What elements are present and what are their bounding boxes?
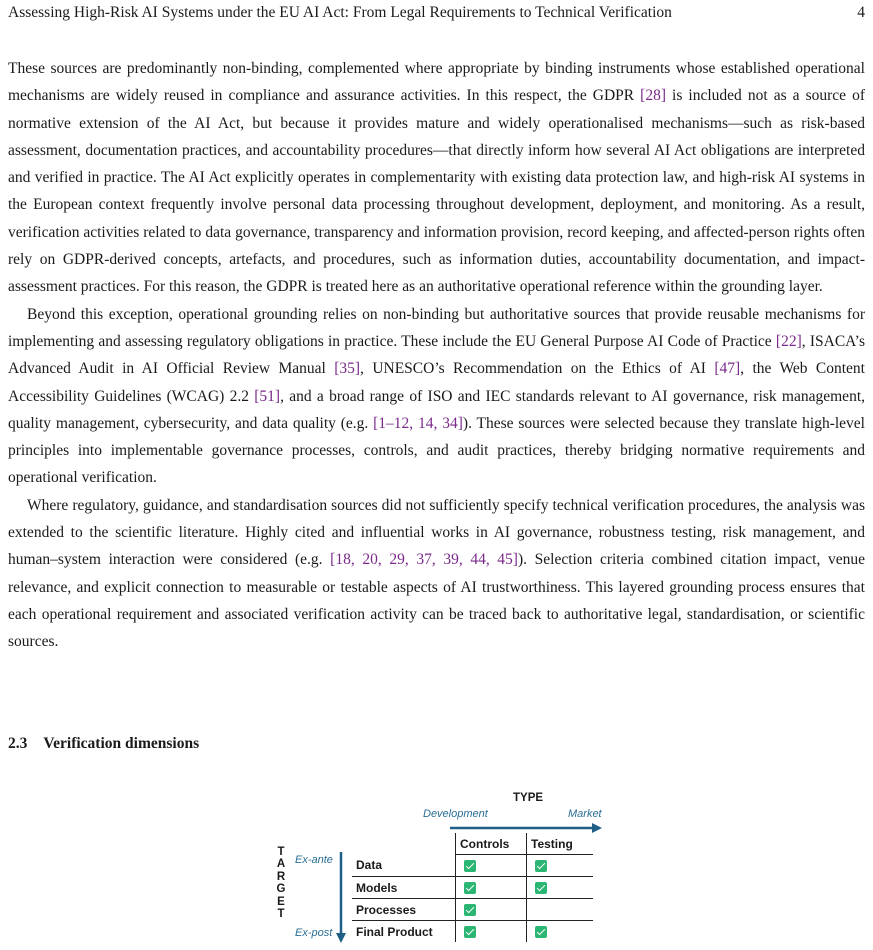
target-letter: T <box>277 846 285 858</box>
section-heading <box>8 735 199 753</box>
column-header-testing: Testing <box>527 833 594 855</box>
verification-grid <box>352 833 593 942</box>
grid-corner <box>352 833 456 855</box>
paragraph-text: ). These sources were selected because they translate high-level principles into implementable governance processes, controls, and audit practices, thereby bridging normative requirements and operational verification. <box>8 414 865 487</box>
target-letter: G <box>276 883 286 896</box>
paragraph-1 <box>8 55 865 301</box>
paragraph-text: Beyond this exception, operational grounding relies on non-binding but authoritative sources that provide reusable mechanisms for implementing and assessing regulatory obligations in practice. These include the EU General Purpose AI Code of Practice <box>8 305 865 350</box>
grid-row <box>352 855 593 877</box>
paragraph-text: , and a broad range of ISO and IEC standards relevant to AI governance, risk management, quality management, cybersecurity, and data quality (e.g. <box>8 387 865 432</box>
paragraph-text: , ISACA’s Advanced Audit in AI Official Review Manual <box>8 332 865 378</box>
target-letter: R <box>276 870 286 883</box>
citation-link[interactable]: [28] <box>640 87 666 105</box>
verification-dimensions-figure <box>270 790 610 950</box>
paragraph-text: Where regulatory, guidance, and standardisation sources did not sufficiently specify technical verification procedures, the analysis was extended to the scientific literature. Highly cited and influential works in AI governance, robustness testing, risk management, and human–system interaction were considered (e.g. <box>8 496 865 569</box>
cell-controls <box>456 921 527 943</box>
section-number: 2.3 <box>8 735 28 752</box>
grid-row <box>352 921 593 943</box>
target-axis-title <box>275 846 287 920</box>
type-axis-start-label: Development <box>423 808 488 820</box>
citation-link[interactable]: [47] <box>714 360 741 378</box>
section-title: Verification dimensions <box>43 735 200 752</box>
cell-controls <box>456 899 527 921</box>
paragraph-text: ). Selection criteria combined citation impact, venue relevance, and explicit connection to measurable or testable aspects of AI trustworthiness. This layered grounding process ensures that each operational requirement and associated verification activity can be traced back to authoritative legal, standardisation, or scientific sources. <box>8 551 865 651</box>
running-header <box>8 4 865 24</box>
type-axis-end-label: Market <box>568 808 602 820</box>
check-icon <box>464 926 476 938</box>
grid-body <box>352 855 593 943</box>
cell-testing <box>527 899 594 921</box>
grid-row <box>352 877 593 899</box>
check-icon <box>464 882 476 894</box>
row-label: Data <box>352 855 456 877</box>
citation-link[interactable]: [18, 20, 29, 37, 39, 44, 45] <box>330 551 518 569</box>
cell-testing <box>527 921 594 943</box>
citation-link[interactable]: [1–12, 14, 34] <box>373 414 463 432</box>
cell-testing <box>527 877 594 899</box>
type-arrow-head <box>592 823 602 833</box>
target-letter: E <box>277 895 285 908</box>
row-label: Final Product <box>356 924 433 939</box>
paragraph-2 <box>8 301 865 492</box>
citation-link[interactable]: [51] <box>254 387 281 405</box>
check-icon <box>535 860 547 872</box>
type-axis-title: TYPE <box>513 792 544 804</box>
citation-link[interactable]: [22] <box>775 332 802 350</box>
row-label: Models <box>352 877 456 899</box>
body-text <box>8 55 865 656</box>
check-icon <box>464 904 476 916</box>
paragraph-3 <box>8 492 865 656</box>
cell-controls <box>456 877 527 899</box>
cell-testing <box>527 855 594 877</box>
target-arrow-head <box>336 933 346 943</box>
citation-link[interactable]: [35] <box>334 360 361 378</box>
running-title: Assessing High-Risk AI Systems under the EU AI Act: From Legal Requirements to Technical Verification <box>8 4 672 21</box>
paragraph-text: These sources are predominantly non-binding, complemented where appropriate by binding instruments whose established operational mechanisms are widely reused in compliance and assurance activities. In this respect, the GDPR <box>8 60 865 105</box>
target-letter: T <box>277 908 285 921</box>
check-icon <box>535 882 547 894</box>
row-label: Processes <box>352 899 456 921</box>
check-icon <box>535 926 547 938</box>
check-icon <box>464 860 476 872</box>
target-axis-start-label: Ex-ante <box>295 854 333 866</box>
target-letter: A <box>276 858 286 871</box>
paragraph-text: , the Web Content Accessibility Guidelines (WCAG) 2.2 <box>8 360 865 405</box>
page-number: 4 <box>857 4 865 21</box>
paragraph-text: , UNESCO’s Recommendation on the Ethics of AI <box>360 360 715 378</box>
paragraph-text: is included not as a source of normative extension of the AI Act, but because it provides mature and widely operationalised mechanisms—such as risk-based assessment, documentation practices, and accountability procedures—that directly inform how several AI Act obligations are interpreted and verified in practice. The AI Act explicitly operates in complementarity with existing data protection law, and high-risk AI systems in the European context frequently involve personal data processing throughout development, deployment, and monitoring. As a result, verification activities related to data governance, transparency and information provision, record keeping, and affected-person rights often rely on GDPR-derived concepts, artefacts, and procedures, such as information duties, accountability documentation, and impact-assessment practices. For this reason, the GDPR is treated here as an authoritative operational reference within the grounding layer. <box>8 87 865 296</box>
column-header-controls: Controls <box>456 833 527 855</box>
target-axis-end-label: Ex-post <box>295 927 333 939</box>
cell-controls <box>456 855 527 877</box>
grid-row <box>352 899 593 921</box>
